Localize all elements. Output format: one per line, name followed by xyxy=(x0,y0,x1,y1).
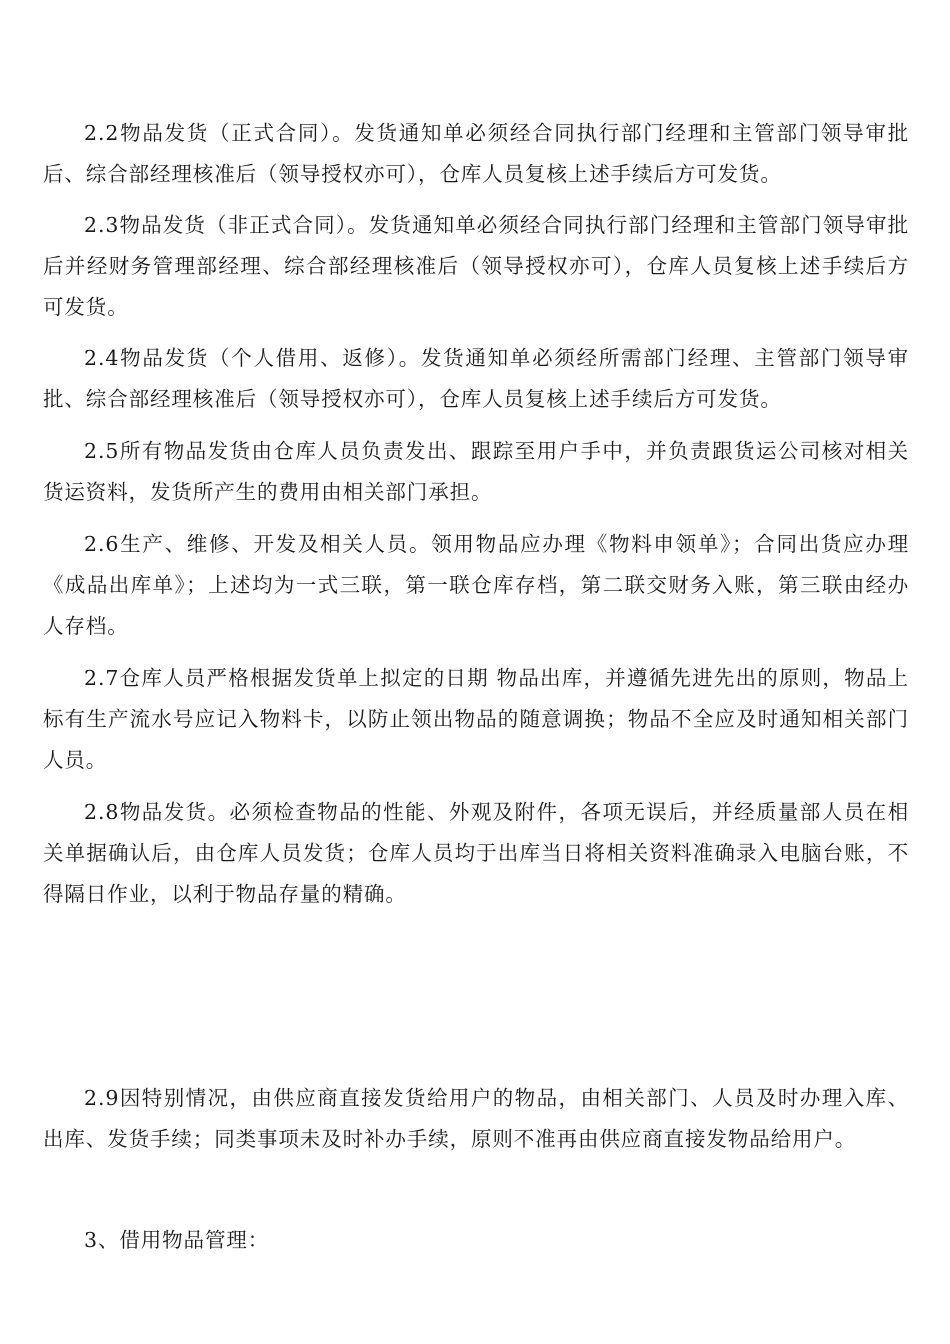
paragraph-2-3: 2.3物品发货（非正式合同）。发货通知单必须经合同执行部门经理和主管部门领导审批后并经财务管理部经理、综合部经理核准后（领导授权亦可），仓库人员复核上述手续后方可发货。 xyxy=(43,213,909,319)
section-heading-3: 3、借用物品管理： xyxy=(84,1228,270,1252)
paragraph-2-4: 2.4物品发货（个人借用、返修）。发货通知单必须经所需部门经理、主管部门领导审批、综合部经理核准后（领导授权亦可），仓库人员复核上述手续后方可发货。 xyxy=(43,346,909,411)
paragraph-2-9: 2.9因特别情况，由供应商直接发货给用户的物品，由相关部门、人员及时办理入库、出库、发货手续；同类事项未及时补办手续，原则不准再由供应商直接发物品给用户。 xyxy=(43,1086,909,1151)
paragraph-2-8: 2.8物品发货。必须检查物品的性能、外观及附件，各项无误后，并经质量部人员在相关单据确认后，由仓库人员发货；仓库人员均于出库当日将相关资料准确录入电脑台账，不得隔日作业，以利于物品存量的精确。 xyxy=(43,800,909,906)
paragraph-2-5: 2.5所有物品发货由仓库人员负责发出、跟踪至用户手中，并负责跟货运公司核对相关货运资料，发货所产生的费用由相关部门承担。 xyxy=(43,439,909,504)
paragraph-2-7: 2.7仓库人员严格根据发货单上拟定的日期 物品出库，并遵循先进先出的原则，物品上标有生产流水号应记入物料卡，以防止领出物品的随意调换；物品不全应及时通知相关部门人员。 xyxy=(43,666,909,772)
paragraph-2-6: 2.6生产、维修、开发及相关人员。领用物品应办理《物料申领单》；合同出货应办理《成品出库单》；上述均为一式三联，第一联仓库存档，第二联交财务入账，第三联由经办人存档。 xyxy=(43,532,909,638)
paragraph-2-2: 2.2物品发货（正式合同）。发货通知单必须经合同执行部门经理和主管部门领导审批后、综合部经理核准后（领导授权亦可），仓库人员复核上述手续后方可发货。 xyxy=(43,121,909,186)
